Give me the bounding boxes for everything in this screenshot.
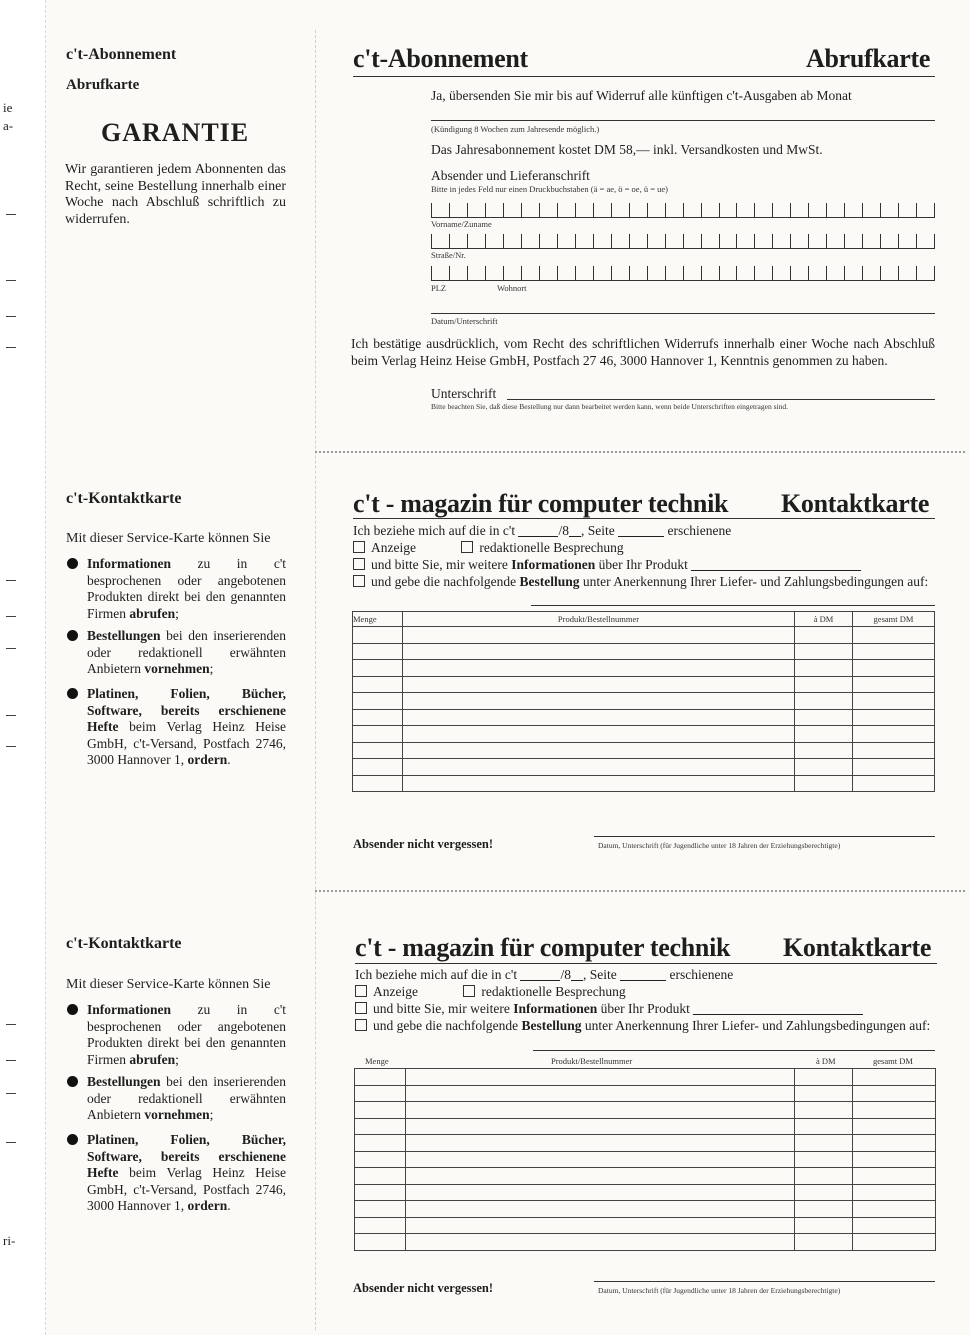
col-menge: Menge: [353, 612, 403, 627]
date-signature-note-1: Datum, Unterschrift (für Jugendliche unter 18 Jahren der Erziehungsberechtigte): [598, 841, 841, 850]
table-row[interactable]: [355, 1184, 936, 1201]
name-field[interactable]: [431, 203, 935, 218]
date-signature-note-2: Datum, Unterschrift (für Jugendliche unter 18 Jahren der Erziehungsberechtigte): [598, 1286, 841, 1295]
table-row[interactable]: [353, 660, 935, 677]
label-city: Wohnort: [497, 283, 527, 293]
date-signature-field-1[interactable]: [594, 836, 935, 837]
bullet-bold: Bestellungen: [87, 1074, 161, 1089]
binding-strip: [0, 0, 46, 1335]
bullet-bold2: vornehmen: [144, 1107, 210, 1122]
bullet-bold2: vornehmen: [144, 661, 210, 676]
contact-stub-1-title: c't-Kontaktkarte: [66, 490, 182, 507]
info-text-b: über Ihr Produkt: [595, 557, 688, 572]
order-checkbox[interactable]: [353, 575, 365, 587]
contact-card-2-info-option: [355, 1001, 863, 1017]
kuendigung-note: (Kündigung 8 Wochen zum Jahresende möglich.): [431, 124, 600, 134]
order-text-bold: Bestellung: [519, 574, 580, 589]
table-row[interactable]: [353, 775, 935, 792]
ref-text-d: erschienene: [669, 967, 734, 982]
edge-tick: [6, 580, 16, 581]
bullet-end: ;: [209, 1107, 214, 1122]
contact-card-2-subtitle: Kontaktkarte: [783, 933, 932, 962]
info-text-a: und bitte Sie, mir weitere: [371, 557, 512, 572]
col-dm: à DM: [795, 612, 853, 627]
anzeige-checkbox[interactable]: [355, 985, 367, 997]
bullet-bold: Informationen: [87, 1002, 171, 1017]
order-text-b: unter Anerkennung Ihrer Liefer- und Zahlungsbedingungen auf:: [581, 1018, 931, 1033]
order-text-b: unter Anerkennung Ihrer Liefer- und Zahlungsbedingungen auf:: [579, 574, 929, 589]
abo-stub-subtitle: Abrufkarte: [66, 77, 140, 93]
contact-card-2-type-options: [355, 984, 626, 1000]
bullet-bold: Platinen, Folien, Bücher, Software, bereits erschienene Hefte: [87, 686, 286, 734]
label-plz: PLZ: [431, 283, 447, 293]
info-text-bold: Informationen: [511, 557, 596, 572]
ref-text-a: Ich beziehe mich auf die in c't: [355, 967, 518, 982]
garantie-text: Wir garantieren jedem Abonnenten das Recht, seine Bestellung innerhalb einer Woche nach Abschluß schriftlich zu widerrufen.: [65, 162, 286, 227]
col-produkt-2: Produkt/Bestellnummer: [551, 1056, 633, 1066]
order-text-a: und gebe die nachfolgende: [371, 574, 520, 589]
table-row[interactable]: [355, 1217, 936, 1234]
table-row[interactable]: [353, 676, 935, 693]
signature-note: Bitte beachten Sie, daß diese Bestellung nur dann bearbeitet werden kann, wenn beide Unterschriften eingetragen sind.: [431, 402, 788, 411]
date-signature-field[interactable]: [431, 313, 935, 314]
bullet-text: bei den inserierenden oder redaktionell erwähnten Anbietern: [87, 1074, 286, 1122]
confirmation-text: Ich bestätige ausdrücklich, vom Recht des schriftlichen Widerrufs innerhalb einer Woche nach Abschluß beim Verlag Heinz Heise GmbH, Postfach 27 46, 3000 Hannover 1, Kenntnis genommen zu haben.: [351, 336, 935, 368]
table-row[interactable]: [353, 742, 935, 759]
abo-intro: Ja, übersenden Sie mir bis auf Widerruf alle künftigen c't-Ausgaben ab Monat: [431, 88, 852, 103]
abo-price: Das Jahresabonnement kostet DM 58,— inkl. Versandkosten und MwSt.: [431, 142, 823, 157]
edge-tick: [6, 616, 16, 617]
edge-tick: [6, 746, 16, 747]
order-text-bold: Bestellung: [521, 1018, 582, 1033]
header-rule: [353, 76, 935, 77]
edge-tick: [6, 648, 16, 649]
table-row[interactable]: [355, 1102, 936, 1119]
plz-city-field[interactable]: [431, 266, 935, 281]
ref-text-c: , Seite: [581, 523, 615, 538]
edge-tick: [6, 316, 16, 317]
bullet-text: zu in c't besprochenen oder angebotenen Produkten direkt bei den genannten Firmen: [87, 1002, 286, 1067]
edge-text-2: a-: [3, 118, 14, 133]
order-rule: [531, 605, 935, 606]
date-signature-field-2[interactable]: [594, 1281, 935, 1282]
table-row[interactable]: [353, 759, 935, 776]
product-field[interactable]: [691, 558, 861, 571]
table-header: [353, 612, 935, 627]
table-row[interactable]: [353, 726, 935, 743]
table-row[interactable]: [355, 1085, 936, 1102]
address-hint: Bitte in jedes Feld nur einen Druckbuchstaben (ä = ae, ö = oe, ü = ue): [431, 184, 668, 194]
contact-stub-1-intro: Mit dieser Service-Karte können Sie: [66, 531, 271, 546]
contact-card-1-info-option: [353, 557, 861, 573]
page-field[interactable]: [618, 524, 664, 537]
year-field[interactable]: [569, 524, 581, 537]
info-text-b: über Ihr Produkt: [597, 1001, 690, 1016]
contact-stub-1-bullet-order: [87, 628, 286, 678]
contact-stub-1-bullet-platinen: [87, 686, 286, 769]
order-rule: [533, 1050, 935, 1051]
edge-text-1: ie: [3, 100, 13, 115]
garantie-heading: GARANTIE: [101, 118, 250, 147]
edge-tick: [6, 1060, 16, 1061]
order-checkbox[interactable]: [355, 1019, 367, 1031]
issue-field[interactable]: [520, 968, 560, 981]
product-field[interactable]: [693, 1002, 863, 1015]
bullet-bold2: ordern: [187, 1198, 228, 1213]
contact-stub-2-bullet-platinen: [87, 1132, 286, 1215]
table-row[interactable]: [355, 1201, 936, 1218]
absender-reminder-1: Absender nicht vergessen!: [353, 837, 494, 851]
col-gesamt-2: gesamt DM: [873, 1056, 913, 1066]
perforation-vertical: [315, 30, 316, 1330]
street-field[interactable]: [431, 234, 935, 249]
table-row[interactable]: [355, 1069, 936, 1086]
page-field[interactable]: [620, 968, 666, 981]
anzeige-checkbox[interactable]: [353, 541, 365, 553]
bullet-bold: Bestellungen: [87, 628, 161, 643]
bullet-bold: Platinen, Folien, Bücher, Software, bereits erschienene Hefte: [87, 1132, 286, 1180]
bullet-bold2: ordern: [187, 752, 228, 767]
label-name: Vorname/Zuname: [431, 219, 492, 229]
bullet-text: zu in c't besprochenen oder angebotenen Produkten direkt bei den genannten Firmen: [87, 556, 286, 621]
table-row[interactable]: [353, 693, 935, 710]
label-date-signature: Datum/Unterschrift: [431, 316, 498, 326]
contact-stub-2-title: c't-Kontaktkarte: [66, 935, 182, 952]
contact-card-2-order-option: [355, 1018, 937, 1035]
col-menge-2: Menge: [365, 1056, 389, 1066]
bullet-end: .: [227, 1198, 231, 1213]
absender-reminder-2: Absender nicht vergessen!: [353, 1281, 494, 1295]
edge-tick: [6, 1024, 16, 1025]
table-row[interactable]: [355, 1135, 936, 1152]
perforation-horizontal-2: [315, 890, 965, 892]
info-checkbox[interactable]: [353, 558, 365, 570]
bullet-text: beim Verlag Heinz Heise GmbH, c't-Versand, Postfach 2746, 3000 Hannover 1,: [87, 1165, 286, 1213]
redaktionell-checkbox[interactable]: [463, 985, 475, 997]
info-checkbox[interactable]: [355, 1002, 367, 1014]
col-produkt: Produkt/Bestellnummer: [403, 612, 795, 627]
table-row[interactable]: [353, 627, 935, 644]
contact-card-1-reference-line: [353, 523, 731, 539]
table-row[interactable]: [355, 1118, 936, 1135]
table-row[interactable]: [355, 1234, 936, 1251]
col-dm-2: à DM: [816, 1056, 836, 1066]
redaktionell-checkbox[interactable]: [461, 541, 473, 553]
info-text-a: und bitte Sie, mir weitere: [373, 1001, 514, 1016]
header-rule: [353, 518, 935, 519]
bullet-bold: Informationen: [87, 556, 171, 571]
info-text-bold: Informationen: [513, 1001, 598, 1016]
signature-field[interactable]: [507, 399, 935, 400]
ref-text-b: /8: [558, 523, 569, 538]
bullet-text: bei den inserierenden oder redaktionell erwähnten Anbietern: [87, 628, 286, 676]
contact-card-1-subtitle: Kontaktkarte: [781, 489, 930, 518]
bullet-end: ;: [175, 1051, 179, 1067]
bullet-end: ;: [209, 661, 214, 676]
bullet-bold2: abrufen: [129, 605, 176, 621]
redaktionell-label: redaktionelle Besprechung: [481, 984, 626, 999]
abo-stub-title: c't-Abonnement: [66, 46, 177, 63]
anzeige-label: Anzeige: [371, 540, 416, 555]
edge-tick: [6, 347, 16, 348]
edge-tick: [6, 214, 16, 215]
order-table-1: [352, 611, 935, 792]
abo-card-title: c't-Abonnement: [353, 44, 528, 73]
ref-text-a: Ich beziehe mich auf die in c't: [353, 523, 516, 538]
contact-card-1-type-options: [353, 540, 624, 556]
contact-stub-1-bullet-info: [87, 556, 286, 622]
ref-text-b: /8: [560, 967, 571, 982]
month-field[interactable]: [431, 120, 935, 121]
header-rule: [355, 963, 937, 964]
issue-field[interactable]: [518, 524, 558, 537]
bullet-bold2: abrufen: [129, 1051, 176, 1067]
edge-tick: [6, 1093, 16, 1094]
ref-text-d: erschienene: [667, 523, 732, 538]
anzeige-label: Anzeige: [373, 984, 418, 999]
edge-tick: [6, 1142, 16, 1143]
address-heading: Absender und Lieferanschrift: [431, 168, 590, 183]
perforation-horizontal-1: [315, 451, 965, 453]
edge-tick: [6, 715, 16, 716]
table-row[interactable]: [353, 709, 935, 726]
bullet-end: ;: [175, 605, 179, 621]
bullet-end: .: [227, 752, 231, 767]
abo-card-subtitle: Abrufkarte: [806, 44, 931, 73]
contact-card-2-title: c't - magazin für computer technik: [355, 933, 731, 962]
bullet-text: beim Verlag Heinz Heise GmbH, c't-Versand, Postfach 2746, 3000 Hannover 1,: [87, 719, 286, 767]
ref-text-c: , Seite: [583, 967, 617, 982]
contact-card-1-title: c't - magazin für computer technik: [353, 489, 729, 518]
redaktionell-label: redaktionelle Besprechung: [479, 540, 624, 555]
table-row[interactable]: [355, 1151, 936, 1168]
table-row[interactable]: [355, 1168, 936, 1185]
label-street: Straße/Nr.: [431, 250, 466, 260]
contact-stub-2-bullet-info: [87, 1002, 286, 1068]
order-text-a: und gebe die nachfolgende: [373, 1018, 522, 1033]
edge-tick: [6, 280, 16, 281]
signature-label: Unterschrift: [431, 386, 497, 401]
edge-text-3: ri-: [3, 1233, 16, 1248]
table-row[interactable]: [353, 643, 935, 660]
contact-stub-2-intro: Mit dieser Service-Karte können Sie: [66, 977, 271, 992]
contact-card-2-reference-line: [355, 967, 733, 983]
order-table-2: [354, 1068, 936, 1251]
contact-stub-2-bullet-order: [87, 1074, 286, 1124]
col-gesamt: gesamt DM: [853, 612, 935, 627]
contact-card-1-order-option: [353, 574, 935, 591]
year-field[interactable]: [571, 968, 583, 981]
